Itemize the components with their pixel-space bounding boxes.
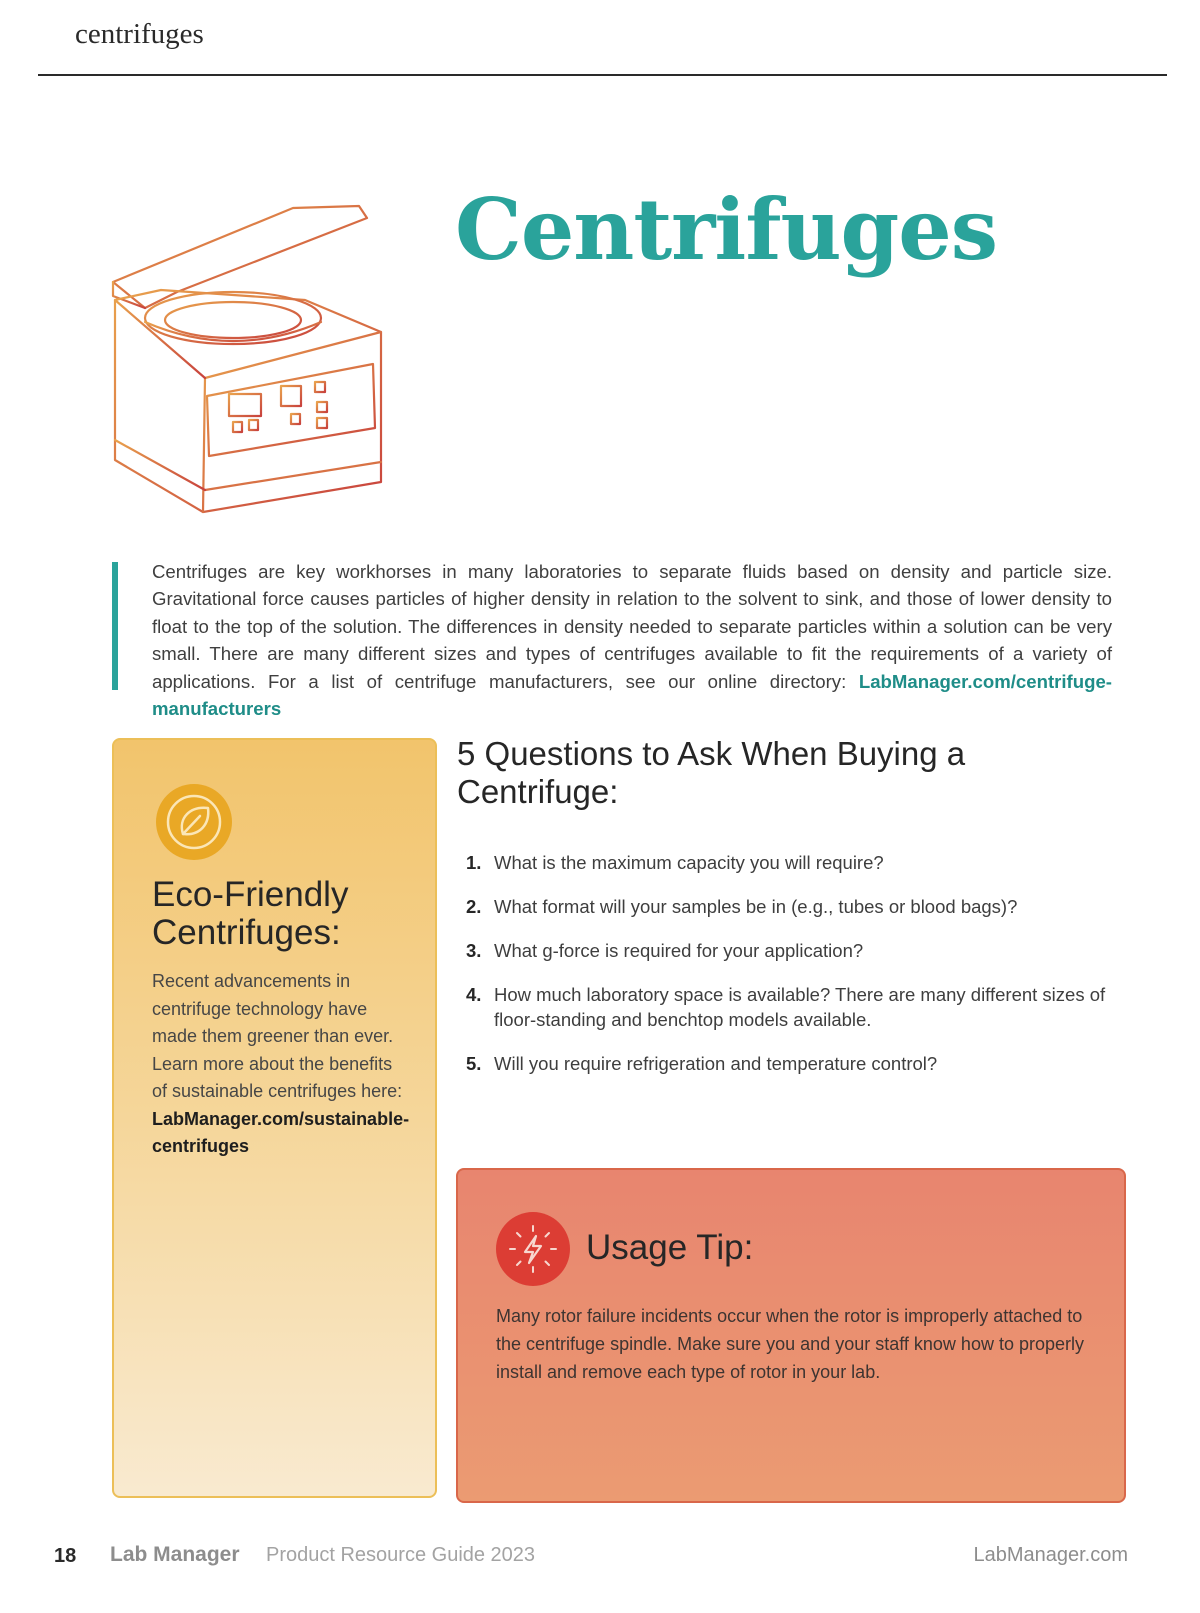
page-title: Centrifuges (455, 180, 998, 279)
question-text: What g-force is required for your application? (494, 940, 864, 961)
question-number: 1. (466, 852, 482, 873)
question-text: What is the maximum capacity you will require? (494, 852, 884, 873)
tip-text: Many rotor failure incidents occur when the rotor is improperly attached to the centrifuge spindle. Make sure you and your staff know how to properly install and remove each type of rotor in your lab. (496, 1306, 1084, 1382)
question-text: How much laboratory space is available? There are many different sizes of floor-standing and benchtop models available. (494, 984, 1106, 1030)
question-item (466, 850, 1106, 875)
question-item (466, 982, 1106, 1032)
footer-brand: Lab Manager (110, 1543, 240, 1566)
intro-accent-bar (112, 562, 118, 690)
sustainable-link[interactable]: LabManager.com/sustainable-centrifuges (152, 1108, 410, 1156)
usage-tip-box (456, 1168, 1126, 1503)
leaf-icon (156, 784, 232, 860)
lightning-icon (496, 1212, 570, 1286)
footer-guide: Product Resource Guide 2023 (266, 1544, 536, 1566)
eco-title: Eco-Friendly Centrifuges: (152, 875, 349, 952)
question-item (466, 894, 1106, 919)
question-number: 4. (466, 984, 482, 1005)
question-text: What format will your samples be in (e.g., tubes or blood bags)? (494, 896, 1018, 917)
eco-text (152, 968, 412, 1161)
footer-site-link[interactable]: LabManager.com (973, 1544, 1128, 1566)
intro-text (152, 558, 1112, 722)
manufacturers-link[interactable]: LabManager.com/centrifuge-manufacturers (152, 670, 1112, 720)
question-text: Will you require refrigeration and temperature control? (494, 1053, 938, 1074)
question-item (466, 1051, 1106, 1076)
intro-body: Centrifuges are key workhorses in many laboratories to separate fluids based on density and particle size. Gravitational force causes particles of higher density in relation to the solvent to sink, and those of lower density to float to the top of the solution. The differences in density needed to separate particles within a solution can be very small. There are many different sizes and types of centrifuges available to fit the requirements of a variety of applications. For a list of centrifuge manufacturers, see our online directory: (152, 561, 1112, 692)
question-number: 3. (466, 940, 482, 961)
section-label: centrifuges (75, 18, 204, 50)
questions-title: 5 Questions to Ask When Buying a Centrifuge: (457, 735, 966, 810)
header-rule (38, 74, 1167, 76)
eco-body: Recent advancements in centrifuge technology have made them greener than ever. Learn more about the benefits of sustainable centrifuges here: (152, 971, 403, 1101)
tip-title: Usage Tip: (586, 1228, 754, 1267)
intro-block (112, 561, 1112, 720)
question-number: 5. (466, 1053, 482, 1074)
question-number: 2. (466, 896, 482, 917)
centrifuge-illustration (105, 200, 405, 540)
page-number: 18 (54, 1545, 77, 1567)
questions-list (466, 850, 1106, 1095)
eco-friendly-box (112, 738, 437, 1498)
question-item (466, 938, 1106, 963)
